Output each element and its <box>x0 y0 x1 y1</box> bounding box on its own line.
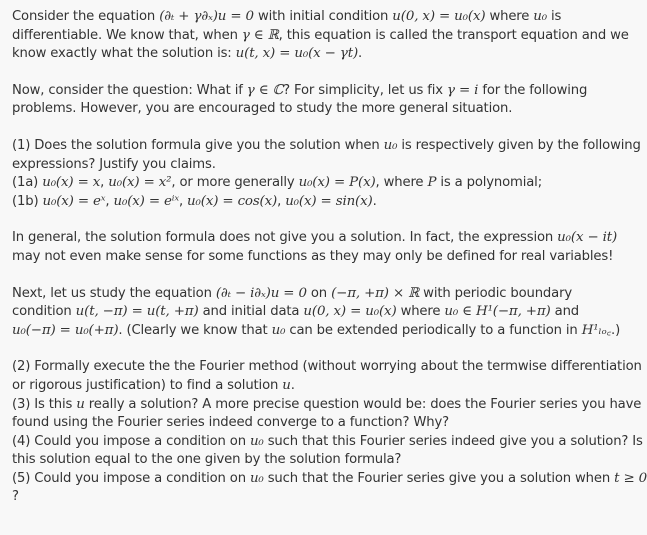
text-span: and initial data <box>198 304 304 320</box>
text-span: differentiable. We know that, when <box>12 27 242 43</box>
text-line <box>12 100 608 119</box>
math-expression: (∂ₜ + γ∂ₓ)u = 0 <box>159 9 254 24</box>
text-span: expressions? Justify you claims. <box>12 156 216 172</box>
text-span: . (Clearly we know that <box>118 322 272 338</box>
text-span: , or more generally <box>171 175 299 191</box>
text-span: (1) Does the solution formula give you the solution when <box>12 137 384 153</box>
text-span: is respectively given by the following <box>397 137 641 153</box>
text-span: Next, let us study the equation <box>12 285 216 301</box>
text-line <box>12 248 614 267</box>
text-span: know exactly what the solution is: <box>12 46 236 62</box>
text-line <box>12 45 608 64</box>
text-span: on <box>306 285 332 301</box>
text-span: (4) Could you impose a condition on <box>12 433 250 449</box>
text-line <box>12 229 618 248</box>
text-span: such that the Fourier series give you a solution when <box>263 470 615 486</box>
math-expression: γ ∈ ℂ <box>246 82 284 98</box>
math-expression: u₀(x − it) <box>557 230 618 246</box>
text-span: where <box>485 9 534 24</box>
text-line <box>12 451 608 470</box>
text-span: for the following <box>478 82 588 98</box>
math-expression: γ = i <box>447 82 479 98</box>
math-expression: u₀ <box>249 470 264 486</box>
text-line <box>12 137 641 156</box>
math-expression: (∂ₜ − i∂ₓ)u = 0 <box>215 285 307 301</box>
math-expression: u₀(x) = cos(x) <box>187 193 278 209</box>
text-span: such that this Fourier series indeed give you a solution? Is <box>263 433 643 449</box>
text-line <box>12 82 608 101</box>
math-expression: u₀ ∈ H¹(−π, +π) <box>444 304 551 320</box>
text-span: (2) Formally execute the the Fourier method (without worrying about the termwise differentiation <box>12 359 642 375</box>
text-line <box>12 488 608 507</box>
text-span: condition <box>12 304 76 320</box>
text-line <box>12 8 608 27</box>
text-line <box>12 156 608 175</box>
math-expression: u₀ <box>383 137 398 153</box>
question-1-paragraph <box>12 137 641 211</box>
text-span: , <box>105 193 114 209</box>
text-line <box>12 322 621 341</box>
questions-2-5-paragraph <box>12 358 647 507</box>
math-expression: γ ∈ ℝ <box>241 27 279 43</box>
intro-paragraph <box>12 8 629 64</box>
text-span: .) <box>611 322 621 338</box>
text-span: Now, consider the question: What if <box>12 82 247 98</box>
text-span: . <box>358 46 363 62</box>
text-span: this solution equal to the one given by the solution formula? <box>12 452 402 468</box>
text-span: really a solution? A more precise question would be: does the Fourier series you have <box>84 396 642 412</box>
text-line <box>12 174 608 193</box>
complex-gamma-paragraph <box>12 82 608 119</box>
text-span: , <box>178 193 188 209</box>
text-span: and <box>550 304 579 320</box>
math-expression: u₀(x) = eⁱˣ <box>113 193 179 209</box>
math-expression: u₀(−π) = u₀(+π) <box>12 322 119 338</box>
math-expression: t ≥ 0 <box>614 470 647 486</box>
math-expression: u₀(x) = x² <box>108 175 172 191</box>
math-expression: u₀ <box>271 322 286 338</box>
math-expression: u(t, −π) = u(t, +π) <box>75 304 199 320</box>
text-span: (3) Is this <box>12 396 77 412</box>
math-expression: H¹ₗₒ꜀ <box>581 322 612 338</box>
text-line <box>12 396 642 415</box>
text-span: problems. However, you are encouraged to study the more general situation. <box>12 101 513 117</box>
text-span: , this equation is called the transport equation and we <box>278 27 629 43</box>
text-line <box>12 193 608 212</box>
math-expression: u(t, x) = u₀(x − γt) <box>235 46 359 62</box>
math-expression: P <box>427 175 437 191</box>
text-line <box>12 285 608 304</box>
text-line <box>12 414 608 433</box>
text-line <box>12 377 608 396</box>
text-line <box>12 470 647 489</box>
text-span: , <box>277 193 286 209</box>
text-span: , where <box>375 175 428 191</box>
text-span: or rigorous justification) to find a solution <box>12 377 283 393</box>
math-expression: u₀ <box>533 9 547 24</box>
text-span: is <box>546 9 562 24</box>
math-expression: u₀(x) = P(x) <box>298 175 376 191</box>
periodic-setup-paragraph <box>12 285 621 341</box>
text-span: ? <box>12 489 19 505</box>
text-span: , <box>100 175 109 191</box>
text-line <box>12 27 629 46</box>
text-span: can be extended periodically to a function in <box>285 322 582 338</box>
text-span: (1a) <box>12 175 43 191</box>
text-span: with initial condition <box>253 9 393 24</box>
math-expression: u₀ <box>249 433 264 449</box>
math-expression: u <box>282 377 291 393</box>
general-remark-paragraph <box>12 229 618 266</box>
text-span: found using the Fourier series indeed converge to a function? Why? <box>12 415 449 431</box>
math-expression: u(0, x) = u₀(x) <box>392 9 486 24</box>
text-line <box>12 303 608 322</box>
text-span: (5) Could you impose a condition on <box>12 470 250 486</box>
math-expression: u₀(x) = sin(x) <box>285 193 373 209</box>
text-span: with periodic boundary <box>419 285 573 301</box>
text-span: may not even make sense for some functions as they may only be defined for real variables! <box>12 248 614 264</box>
text-line <box>12 433 643 452</box>
math-expression: (−π, +π) × ℝ <box>331 285 420 301</box>
math-expression: u(0, x) = u₀(x) <box>303 304 397 320</box>
text-span: is a polynomial; <box>436 175 542 191</box>
math-expression: u₀(x) = x <box>42 175 101 191</box>
text-span: In general, the solution formula does not give you a solution. In fact, the expression <box>12 230 558 246</box>
text-span: ? For simplicity, let us fix <box>283 82 447 98</box>
text-span: Consider the equation <box>12 9 160 24</box>
text-span: where <box>396 304 445 320</box>
text-span: . <box>372 193 377 209</box>
text-span: (1b) <box>12 193 43 209</box>
math-expression: u <box>76 396 85 412</box>
text-line <box>12 358 642 377</box>
text-span: . <box>290 377 295 393</box>
math-expression: u₀(x) = eˣ <box>42 193 106 209</box>
